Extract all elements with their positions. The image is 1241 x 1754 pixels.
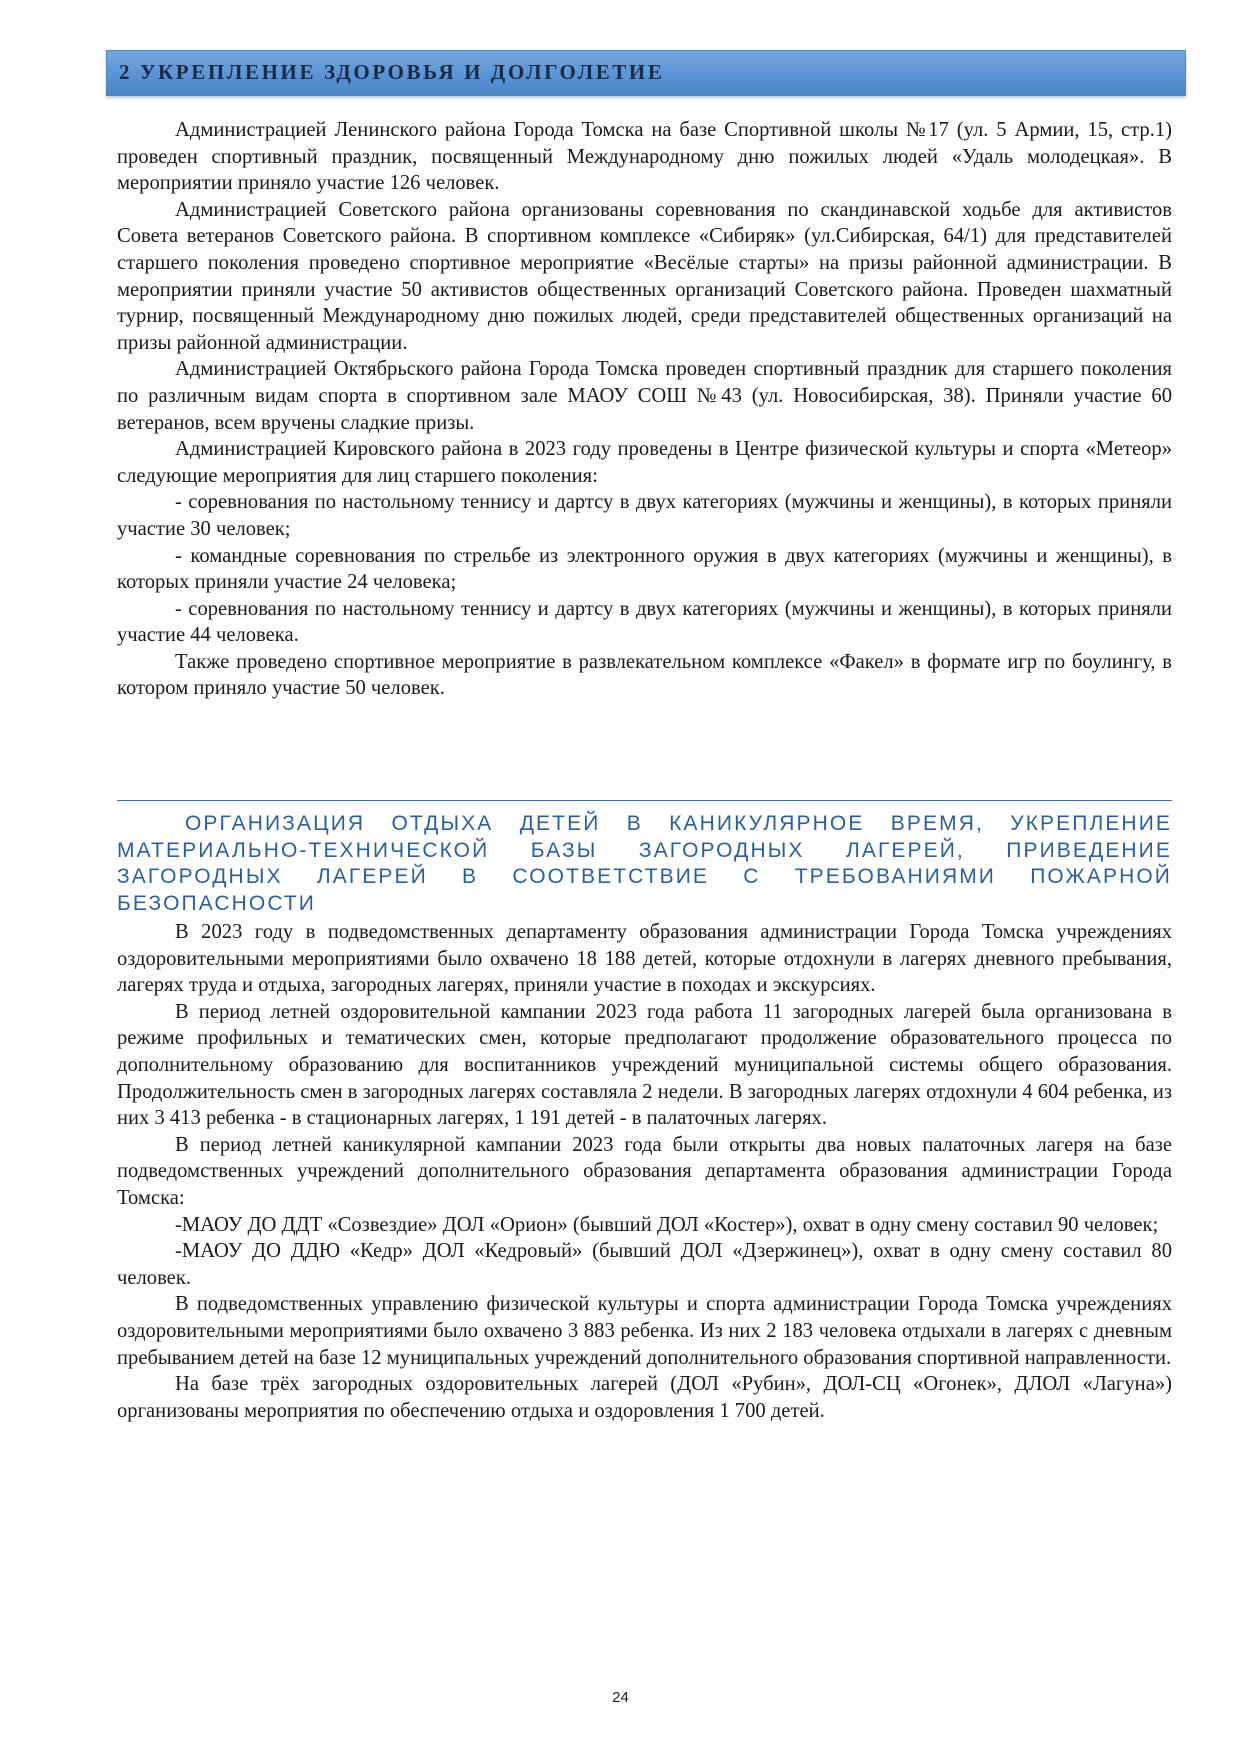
list-item: - командные соревнования по стрельбе из электронного оружия в двух категориях (мужчины и женщины), в которых приняли участие 24 человека; (117, 544, 1172, 594)
paragraph: В период летней каникулярной кампании 2023 года были открыты два новых палаточных лагеря на базе подведомственных учреждений дополнительного образования департамента образования администрации Города Томска: (117, 1133, 1172, 1209)
paragraph: В подведомственных управлению физической культуры и спорта администрации Города Томска учреждениях оздоровительными мероприятиями было охвачено 3 883 ребенка. Из них 2 183 человека отдыхали в лагерях с дневным пребыванием детей на базе 12 муниципальных учреждений дополнительного образования спортивной направленности. (117, 1293, 1172, 1369)
section-body-children-rest (117, 919, 1172, 1424)
paragraph: Администрацией Ленинского района Города Томска на базе Спортивной школы №17 (ул. 5 Армии, 15, стр.1) проведен спортивный праздник, посвященный Международному дню пожилых людей «Удаль молодецкая». В мероприятии приняло участие 126 человек. (117, 119, 1172, 195)
page-number: 24 (612, 1689, 629, 1706)
paragraph: В период летней оздоровительной кампании 2023 года работа 11 загородных лагерей была организована в режиме профильных и тематических смен, которые предполагают продолжение образовательного процесса по дополнительному образованию для воспитанников учреждений муниципальной системы общего образования. Продолжительность смен в загородных лагерях составляла 2 недели. В загородных лагерях отдохнули 4 604 ребенка, из них 3 413 ребенка - в стационарных лагерях, 1 191 детей - в палаточных лагерях. (117, 1000, 1172, 1130)
paragraph: Администрацией Кировского района в 2023 году проведены в Центре физической культуры и спорта «Метеор» следующие мероприятия для лиц старшего поколения: (117, 438, 1172, 487)
section-body-health (117, 117, 1172, 702)
paragraph: Администрацией Октябрьского района Города Томска проведен спортивный праздник для старшего поколения по различным видам спорта в спортивном зале МАОУ СОШ №43 (ул. Новосибирская, 38). Приняли участие 60 ветеранов, всем вручены сладкие призы. (117, 358, 1172, 434)
paragraph: Администрацией Советского района организованы соревнования по скандинавской ходьбе для активистов Совета ветеранов Советского района. В спортивном комплексе «Сибиряк» (ул.Сибирская, 64/1) для представителей старшего поколения проведено спортивное мероприятие «Весёлые старты» на призы районной администрации. В мероприятии приняли участие 50 активистов общественных организаций Советского района. Проведен шахматный турнир, посвященный Международному дню пожилых людей, среди представителей общественных организаций на призы районной администрации. (117, 198, 1172, 354)
paragraph: На базе трёх загородных оздоровительных лагерей (ДОЛ «Рубин», ДОЛ-СЦ «Огонек», ДЛОЛ «Лагуна») организованы мероприятия по обеспечению отдыха и оздоровления 1 700 детей. (117, 1373, 1172, 1422)
paragraph: В 2023 году в подведомственных департаменту образования администрации Города Томска учреждениях оздоровительными мероприятиями было охвачено 18 188 детей, которые отдохнули в лагерях дневного пребывания, лагерях труда и отдыха, загородных лагерях, приняли участие в походах и экскурсиях. (117, 921, 1172, 997)
list-item: -МАОУ ДО ДДТ «Созвездие» ДОЛ «Орион» (бывший ДОЛ «Костер»), охват в одну смену составил 90 человек; (175, 1213, 1159, 1236)
list-item: - соревнования по настольному теннису и дартсу в двух категориях (мужчины и женщины), в которых приняли участие 44 человека. (117, 597, 1172, 647)
section-header-bar (106, 50, 1186, 96)
section-title: 2 УКРЕПЛЕНИЕ ЗДОРОВЬЯ И ДОЛГОЛЕТИЕ (119, 60, 665, 84)
paragraph: Также проведено спортивное мероприятие в развлекательном комплексе «Факел» в формате игр по боулингу, в котором приняло участие 50 человек. (117, 650, 1172, 700)
subsection-heading-text: ОРГАНИЗАЦИЯ ОТДЫХА ДЕТЕЙ В КАНИКУЛЯРНОЕ ВРЕМЯ, УКРЕПЛЕНИЕ МАТЕРИАЛЬНО-ТЕХНИЧЕСКОЙ БАЗЫ ЗАГОРОДНЫХ ЛАГЕРЕЙ, ПРИВЕДЕНИЕ ЗАГОРОДНЫХ ЛАГЕРЕЙ В СООТВЕТСТВИЕ С ТРЕБОВАНИЯМИ ПОЖАРНОЙ БЕЗОПАСНОСТИ (117, 812, 1172, 915)
list-item: - соревнования по настольному теннису и дартсу в двух категориях (мужчины и женщины), в которых приняли участие 30 человек; (117, 491, 1172, 540)
section-divider (117, 800, 1172, 801)
subsection-heading (117, 811, 1172, 917)
list-item: -МАОУ ДО ДДЮ «Кедр» ДОЛ «Кедровый» (бывший ДОЛ «Дзержинец»), охват в одну смену составил 80 человек. (117, 1240, 1172, 1289)
